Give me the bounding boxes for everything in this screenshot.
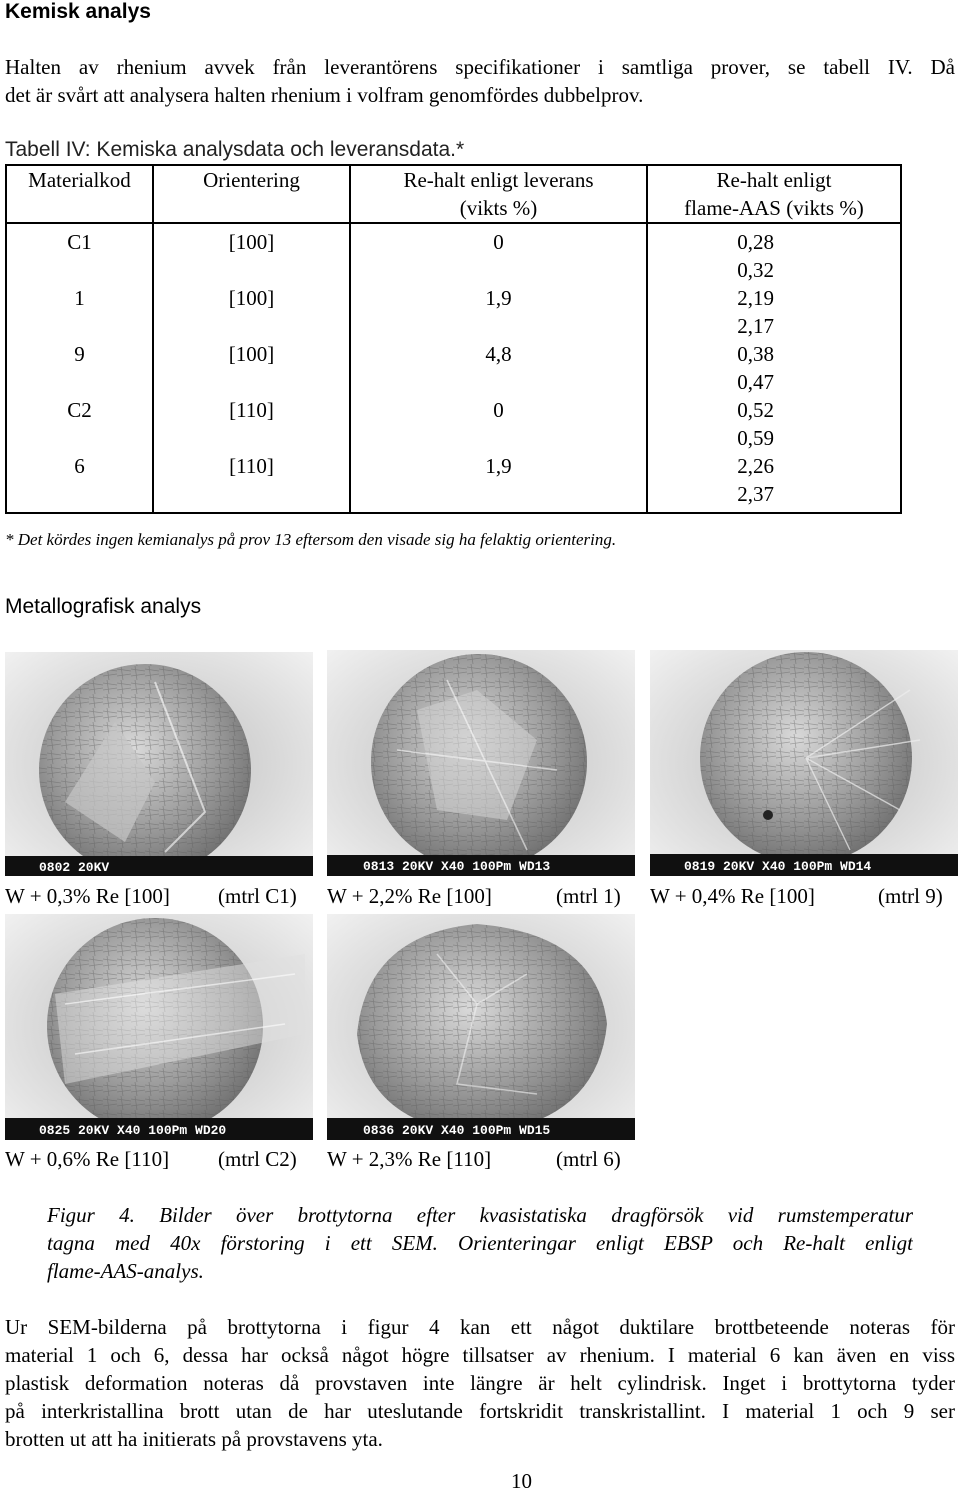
chemical-analysis-table xyxy=(5,164,902,514)
table-row: 9 [100] 4,8 0,38 0,47 xyxy=(6,340,901,396)
intro-line-1: Halten av rhenium avvek från leverantörens specifikationer i samtliga prover, se tabell IV. Då xyxy=(5,55,955,79)
intro-line-2: det är svårt att analysera halten rhenium i volfram genomfördes dubbelprov. xyxy=(5,83,644,107)
sem-image-9 xyxy=(650,650,958,876)
header-delivered: Re-halt enligt leverans (vikts %) xyxy=(350,165,647,223)
table-row: 1 [100] 1,9 2,19 2,17 xyxy=(6,284,901,340)
paragraph-line: Ur SEM-bilderna på brottytorna i figur 4 kan ett något duktilare brottbeteende noteras för xyxy=(5,1315,955,1339)
svg-text:0813 20KV X40 100Pm WD13: 0813 20KV X40 100Pm WD13 xyxy=(363,859,551,874)
table-row: C2 [110] 0 0,52 0,59 xyxy=(6,396,901,452)
image-caption-alloy: W + 0,3% Re [100] xyxy=(5,884,170,908)
header-orientering: Orientering xyxy=(153,165,350,223)
page-number: 10 xyxy=(511,1469,532,1493)
table-footnote: * Det kördes ingen kemianalys på prov 13 eftersom den visade sig ha felaktig orientering. xyxy=(5,530,617,549)
paragraph-line: plastisk deformation noteras då provstaven inte längre är helt cylindrisk. Inget i brottytorna tyder xyxy=(5,1371,955,1395)
image-caption-alloy: W + 2,2% Re [100] xyxy=(327,884,492,908)
svg-text:0825 20KV X40 100Pm WD2: 0825 20KV X40 100Pm WD20 xyxy=(39,1123,227,1138)
sem-image-c1 xyxy=(5,652,313,876)
sem-image-c2 xyxy=(5,914,313,1140)
image-caption-alloy: W + 2,3% Re [110] xyxy=(327,1147,492,1171)
paragraph-line: på interkristallina brott utan de har uteslutande fortskridit transkristallint. I material 1 och 9 ser xyxy=(5,1399,955,1423)
image-caption-mtrl: (mtrl C1) xyxy=(218,884,297,908)
figure-caption-line-1: Figur 4. Bilder över brottytorna efter kvasistatiska dragförsök vid rumstemperatur xyxy=(47,1203,913,1227)
figure-caption-line-2: tagna med 40x förstoring i ett SEM. Orienteringar enligt EBSP och Re-halt enligt xyxy=(47,1231,913,1255)
sem-image-1 xyxy=(327,650,635,876)
image-caption-alloy: W + 0,4% Re [100] xyxy=(650,884,815,908)
image-caption-alloy: W + 0,6% Re [110] xyxy=(5,1147,170,1171)
svg-text:0802 20KV: 0802 20KV xyxy=(39,860,110,875)
svg-text:0819 20KV X40 100Pm WD1: 0819 20KV X40 100Pm WD14 xyxy=(684,859,872,874)
header-aas: Re-halt enligt flame-AAS (vikts %) xyxy=(647,165,901,223)
paragraph-line: brotten ut att ha initierats på provstavens yta. xyxy=(5,1427,383,1451)
paragraph-line: material 1 och 6, dessa har också något högre tillsatser av rhenium. I material 6 kan även en viss xyxy=(5,1343,955,1367)
table-row: 6 [110] 1,9 2,26 2,37 xyxy=(6,452,901,513)
section-heading-chem: Kemisk analys xyxy=(5,0,151,23)
figure-caption-line-3: flame-AAS-analys. xyxy=(47,1259,204,1283)
section-heading-metal: Metallografisk analys xyxy=(5,595,202,618)
sem-image-6 xyxy=(327,914,635,1140)
image-caption-mtrl: (mtrl C2) xyxy=(218,1147,297,1171)
table-row: C1 [100] 0 0,28 0,32 xyxy=(6,223,901,284)
header-materialkod: Materialkod xyxy=(6,165,153,223)
image-caption-mtrl: (mtrl 1) xyxy=(556,884,621,908)
table-caption: Tabell IV: Kemiska analysdata och leveransdata.* xyxy=(5,138,465,161)
svg-text:0836 20KV X40 100Pm WD1: 0836 20KV X40 100Pm WD15 xyxy=(363,1123,551,1138)
image-caption-mtrl: (mtrl 9) xyxy=(878,884,943,908)
image-caption-mtrl: (mtrl 6) xyxy=(556,1147,621,1171)
